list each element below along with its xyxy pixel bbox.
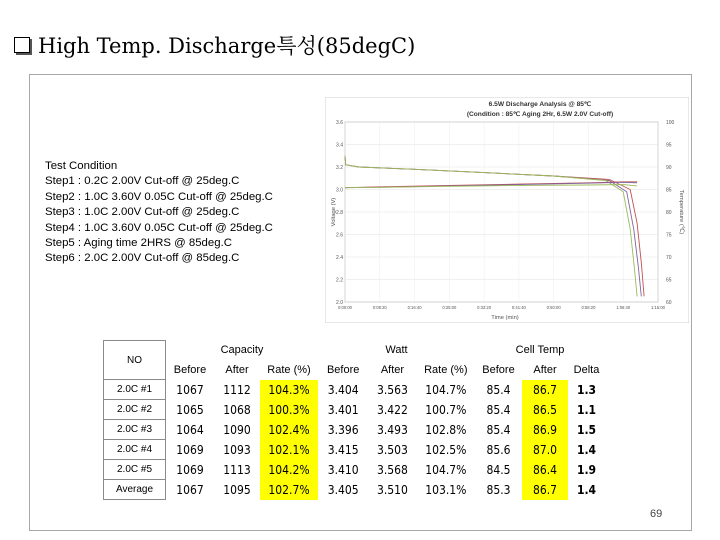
header-watt: Watt [385, 344, 408, 357]
y-tick-label: 3.0 [336, 187, 343, 194]
y2-tick-label: 70 [666, 255, 672, 261]
table-cell: 102.7% [260, 480, 318, 500]
checkbox-bullet-icon [14, 37, 30, 53]
y-tick-label: 2.8 [336, 210, 343, 216]
table-cell: 86.7 [522, 480, 568, 500]
header-capacity: Capacity [220, 344, 264, 357]
table-cell: 85.3 [486, 482, 511, 497]
y-axis-label: Voltage (V) [331, 197, 337, 227]
table-cell: 1067 [176, 482, 204, 497]
test-condition-heading: Test Condition [45, 160, 118, 172]
x-tick-label: 0:00:00 [338, 305, 352, 310]
table-cell: 104.7% [425, 382, 467, 397]
table-cell: 1067 [176, 382, 204, 397]
subheader-capacity-before: Before [173, 363, 207, 376]
table-cell: 3.563 [377, 382, 408, 397]
results-table [103, 340, 605, 500]
y2-axis-label: Temperature (℃) [678, 189, 684, 235]
y2-tick-label: 60 [666, 300, 672, 306]
y-tick-label: 3.2 [336, 165, 343, 171]
header-cell-temp: Cell Temp [515, 344, 565, 357]
table-cell: 1.5 [576, 422, 597, 437]
table-cell: 100.3% [260, 400, 318, 420]
table-cell: 86.4 [522, 460, 568, 480]
table-cell: 1065 [176, 402, 204, 417]
y-tick-label: 2.0 [336, 300, 343, 306]
slide-title [14, 30, 415, 60]
x-tick-label: 0:08:20 [372, 305, 387, 310]
table-cell: 3.410 [327, 462, 359, 477]
table-row [104, 460, 606, 480]
test-step-2: Step2 : 1.0C 3.60V 0.05C Cut-off @ 25deg.C [45, 190, 273, 203]
x-tick-label: 1:15:00 [651, 305, 665, 310]
table-cell: 85.4 [486, 402, 511, 417]
subheader-capacity-rate: Rate (%) [267, 363, 311, 376]
subheader-temp-after: After [533, 363, 557, 376]
table-header-no: NO [104, 341, 166, 380]
subheader-watt-rate: Rate (%) [424, 363, 468, 376]
table-cell: 3.422 [377, 402, 408, 417]
subheader-temp-before: Before [482, 363, 515, 376]
test-step-1: Step1 : 0.2C 2.00V Cut-off @ 25deg.C [45, 175, 240, 188]
test-step-6: Step6 : 2.0C 2.00V Cut-off @ 85deg.C [45, 252, 240, 265]
table-cell: 1068 [223, 402, 251, 417]
row-label: 2.0C #2 [104, 400, 166, 420]
y2-tick-label: 65 [666, 277, 672, 284]
table-row [104, 380, 606, 400]
table-cell: 1112 [223, 382, 251, 397]
chart-subtitle: (Condition : 85℃ Aging 2Hr, 6.5W 2.0V Cut-off) [466, 111, 614, 118]
y2-tick-label: 95 [666, 142, 672, 149]
subheader-watt-before: Before [326, 363, 360, 376]
table-cell: 102.5% [425, 442, 467, 457]
y2-tick-label: 75 [666, 232, 672, 239]
table-cell: 85.4 [486, 382, 511, 397]
table-cell: 1.1 [576, 402, 597, 417]
table-cell: 104.2% [260, 460, 318, 480]
table-cell: 102.8% [425, 422, 467, 437]
table-cell: 85.4 [486, 422, 511, 437]
table-cell: 103.1% [425, 482, 467, 497]
table-cell: 1.9 [576, 462, 597, 477]
x-tick-label: 0:16:40 [407, 305, 422, 310]
table-cell: 104.3% [260, 380, 318, 400]
x-axis-label: Time (min) [491, 315, 519, 321]
table-cell: 100.7% [425, 402, 467, 417]
x-tick-label: 0:25:00 [442, 305, 457, 310]
table-cell: 84.5 [486, 462, 511, 477]
table-cell: 1.3 [576, 382, 597, 397]
table-cell: 86.9 [522, 420, 568, 440]
table-cell: 104.7% [425, 462, 467, 477]
table-cell: 3.404 [327, 382, 359, 397]
row-label: 2.0C #3 [104, 420, 166, 440]
y2-tick-label: 80 [666, 210, 672, 216]
table-cell: 3.415 [327, 442, 359, 457]
row-label: 2.0C #5 [104, 460, 166, 480]
x-tick-label: 0:41:40 [511, 305, 526, 310]
y-tick-label: 2.6 [336, 232, 343, 239]
table-cell: 3.396 [327, 422, 359, 437]
table-cell: 1095 [223, 482, 251, 497]
table-row [104, 440, 606, 460]
y-tick-label: 2.4 [336, 255, 343, 261]
table-cell: 3.401 [327, 402, 359, 417]
table-cell: 1.4 [576, 482, 597, 497]
table-cell: 87.0 [522, 440, 568, 460]
table-cell: 86.5 [522, 400, 568, 420]
y-tick-label: 3.4 [336, 142, 343, 149]
table-cell: 1064 [176, 422, 204, 437]
y-tick-label: 3.6 [336, 120, 343, 126]
page-number: 69 [650, 508, 663, 520]
x-tick-label: 0:50:00 [546, 305, 561, 310]
table-row [104, 480, 606, 500]
table-cell: 102.1% [260, 440, 318, 460]
table-cell: 3.503 [377, 442, 408, 457]
table-cell: 3.510 [377, 482, 408, 497]
y2-tick-label: 85 [666, 187, 672, 194]
y-tick-label: 2.2 [336, 277, 343, 284]
subheader-temp-delta: Delta [573, 363, 600, 376]
table-cell: 102.4% [260, 420, 318, 440]
table-cell: 1069 [176, 442, 204, 457]
row-label: 2.0C #1 [104, 380, 166, 400]
table-cell: 86.7 [522, 380, 568, 400]
row-label: 2.0C #4 [104, 440, 166, 460]
table-cell: 1090 [223, 422, 251, 437]
discharge-chart [325, 97, 689, 323]
table-cell: 1069 [176, 462, 204, 477]
x-tick-label: 0:58:20 [581, 305, 596, 310]
x-tick-label: 1:06:40 [616, 305, 631, 310]
x-tick-label: 0:33:20 [477, 305, 492, 310]
table-cell: 1.4 [576, 442, 597, 457]
row-label: Average [104, 480, 166, 500]
y2-tick-label: 100 [666, 120, 675, 126]
test-step-4: Step4 : 1.0C 3.60V 0.05C Cut-off @ 25deg.C [45, 221, 273, 234]
test-step-3: Step3 : 1.0C 2.00V Cut-off @ 25deg.C [45, 206, 240, 219]
table-cell: 1113 [223, 462, 251, 477]
table-cell: 3.493 [377, 422, 408, 437]
slide-title-text: High Temp. Discharge특성(85degC) [38, 34, 416, 58]
table-row [104, 400, 606, 420]
table-row [104, 420, 606, 440]
table-cell: 1093 [223, 442, 251, 457]
test-condition [45, 159, 273, 267]
table-cell: 85.6 [486, 442, 511, 457]
chart-title: 6.5W Discharge Analysis @ 85℃ [488, 101, 592, 108]
subheader-watt-after: After [380, 363, 405, 376]
table-cell: 3.568 [377, 462, 408, 477]
table-cell: 3.405 [327, 482, 359, 497]
test-step-5: Step5 : Aging time 2HRS @ 85deg.C [45, 237, 232, 250]
y2-tick-label: 90 [666, 165, 672, 171]
subheader-capacity-after: After [225, 363, 249, 376]
